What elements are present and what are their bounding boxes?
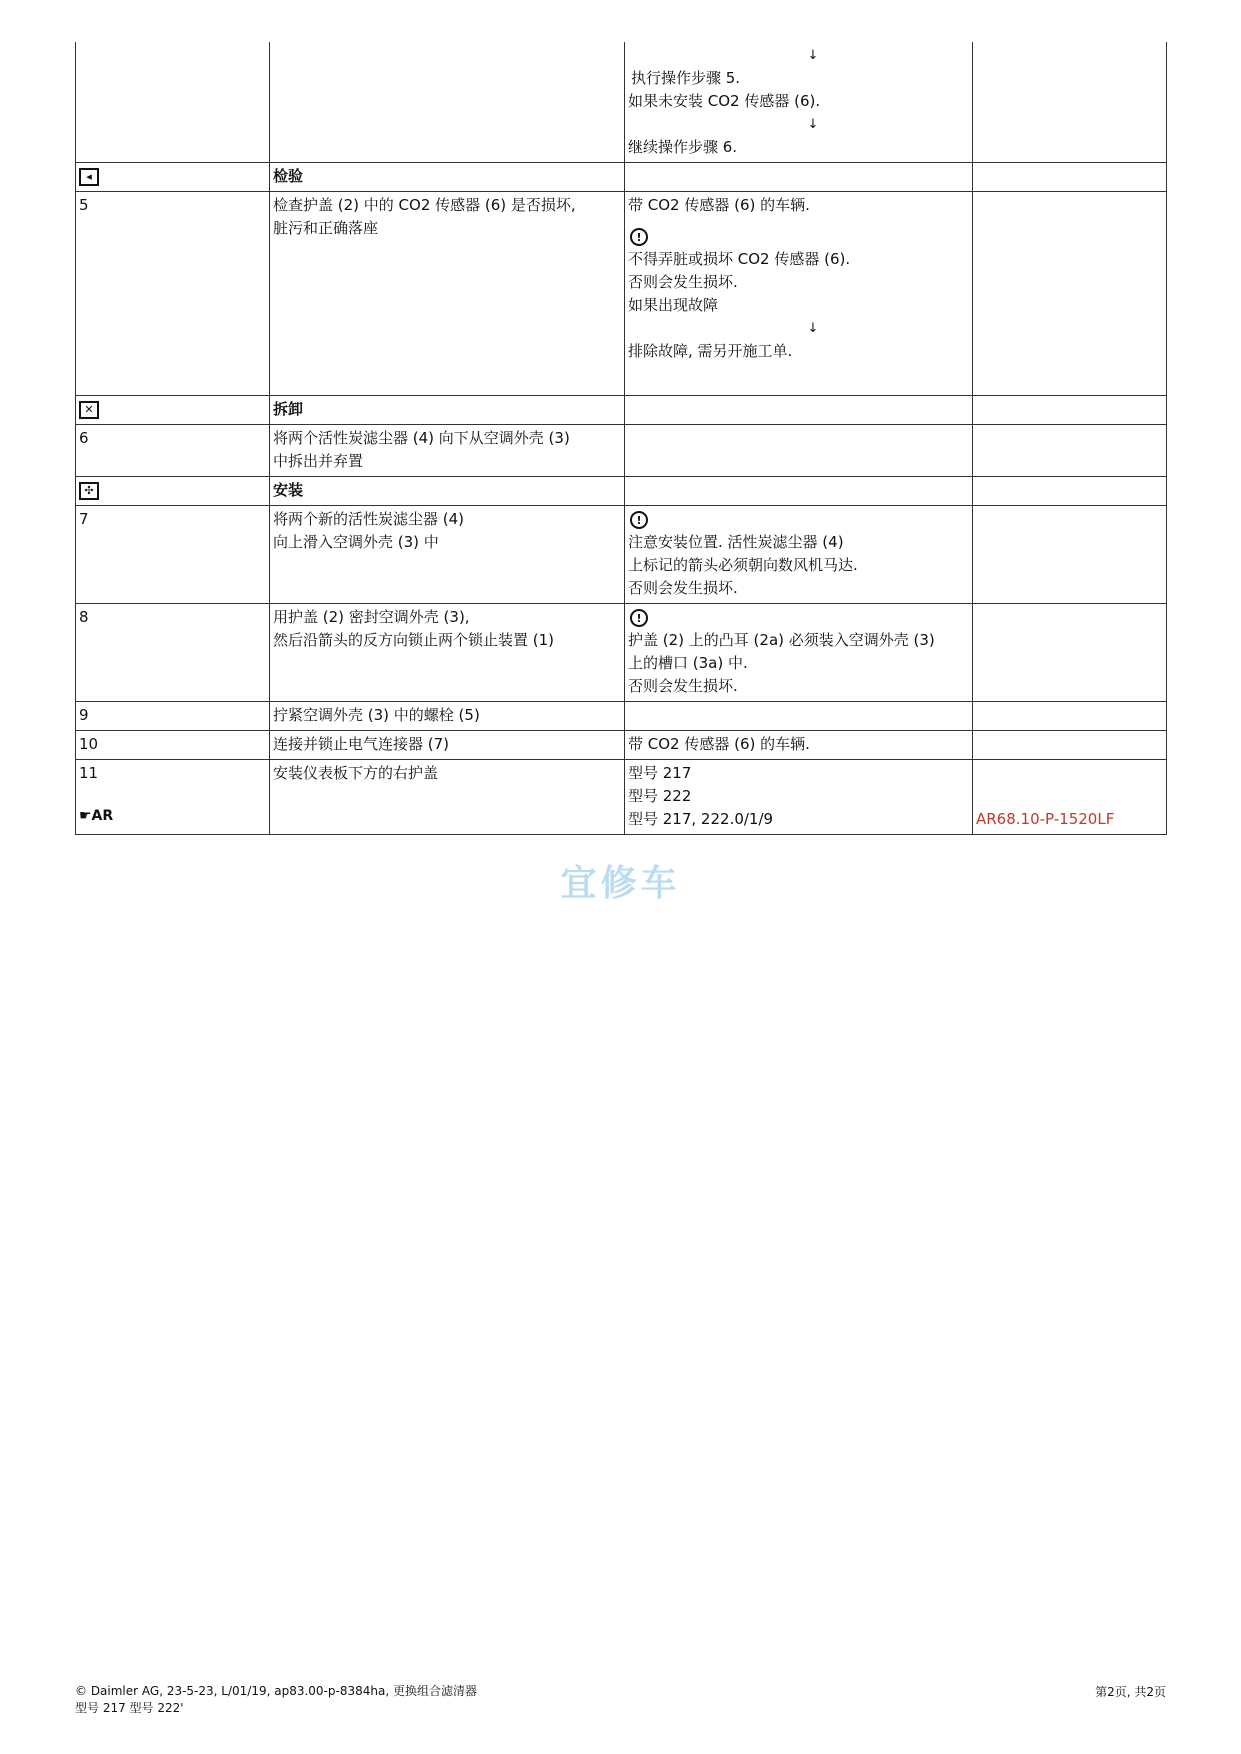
- table-row: 5 检查护盖 (2) 中的 CO2 传感器 (6) 是否损坏, 脏污和正确落座 带 CO2 传感器 (6) 的车辆. ! 不得弄脏或损坏 CO2 传感器 (6). 否则会发生损坏. 如果出现故障 ↓ 排除故障, 需另开施工单.: [76, 192, 1167, 396]
- footer-copyright: © Daimler AG, 23-5-23, L/01/19, ap83.00-p-8384ha, 更换组合滤清器: [75, 1684, 477, 1698]
- step-number: 11: [79, 764, 99, 782]
- warning-icon: !: [630, 228, 648, 246]
- table-row: [76, 42, 1167, 163]
- step-number: 10: [76, 731, 270, 760]
- page-footer: [75, 1683, 477, 1717]
- section-title: 拆卸: [273, 400, 304, 418]
- table-row: 8 用护盖 (2) 密封空调外壳 (3), 然后沿箭头的反方向锁止两个锁止装置 (1) ! 护盖 (2) 上的凸耳 (2a) 必须装入空调外壳 (3) 上的槽口 (3a) 中. 否则会发生损坏.: [76, 604, 1167, 702]
- step-number: 5: [76, 192, 270, 396]
- table-row: 6 将两个活性炭滤尘器 (4) 向下从空调外壳 (3) 中拆出并弃置: [76, 425, 1167, 477]
- section-header-remove: [76, 396, 1167, 425]
- document-link[interactable]: AR68.10-P-1520LF: [976, 810, 1115, 828]
- step-number: 6: [76, 425, 270, 477]
- section-title: 安装: [273, 481, 304, 499]
- watermark: 宜修车: [560, 862, 681, 904]
- install-icon: ✣: [79, 482, 99, 500]
- table-row: 10 连接并锁止电气连接器 (7) 带 CO2 传感器 (6) 的车辆.: [76, 731, 1167, 760]
- warning-icon: !: [630, 511, 648, 529]
- table-row: 11 ☛AR 安装仪表板下方的右护盖 型号 217 型号 222 型号 217, 222.0/1/9 AR68.10-P-1520LF: [76, 760, 1167, 835]
- action-cell: ↓ 执行操作步骤 5. 如果未安装 CO2 传感器 (6). ↓ 继续操作步骤 6.: [625, 42, 973, 163]
- section-title: 检验: [273, 167, 304, 185]
- table-row: 9 拧紧空调外壳 (3) 中的螺栓 (5): [76, 702, 1167, 731]
- section-header-check: [76, 163, 1167, 192]
- check-icon: ◂: [79, 168, 99, 186]
- step-number: 8: [76, 604, 270, 702]
- down-arrow-icon: ↓: [807, 321, 819, 336]
- step-number: 7: [76, 506, 270, 604]
- footer-model: 型号 217 型号 222': [75, 1701, 184, 1715]
- warning-icon: !: [630, 609, 648, 627]
- page-number: 第2页, 共2页: [1095, 1685, 1166, 1699]
- section-header-install: [76, 477, 1167, 506]
- procedure-table: [75, 42, 1167, 835]
- ar-reference-icon: ☛AR: [79, 808, 114, 824]
- step-number: 9: [76, 702, 270, 731]
- remove-icon: ✕: [79, 401, 99, 419]
- table-row: 7 将两个新的活性炭滤尘器 (4) 向上滑入空调外壳 (3) 中 ! 注意安装位置. 活性炭滤尘器 (4) 上标记的箭头必须朝向数风机马达. 否则会发生损坏.: [76, 506, 1167, 604]
- down-arrow-icon: ↓: [807, 117, 819, 132]
- down-arrow-icon: ↓: [807, 48, 819, 63]
